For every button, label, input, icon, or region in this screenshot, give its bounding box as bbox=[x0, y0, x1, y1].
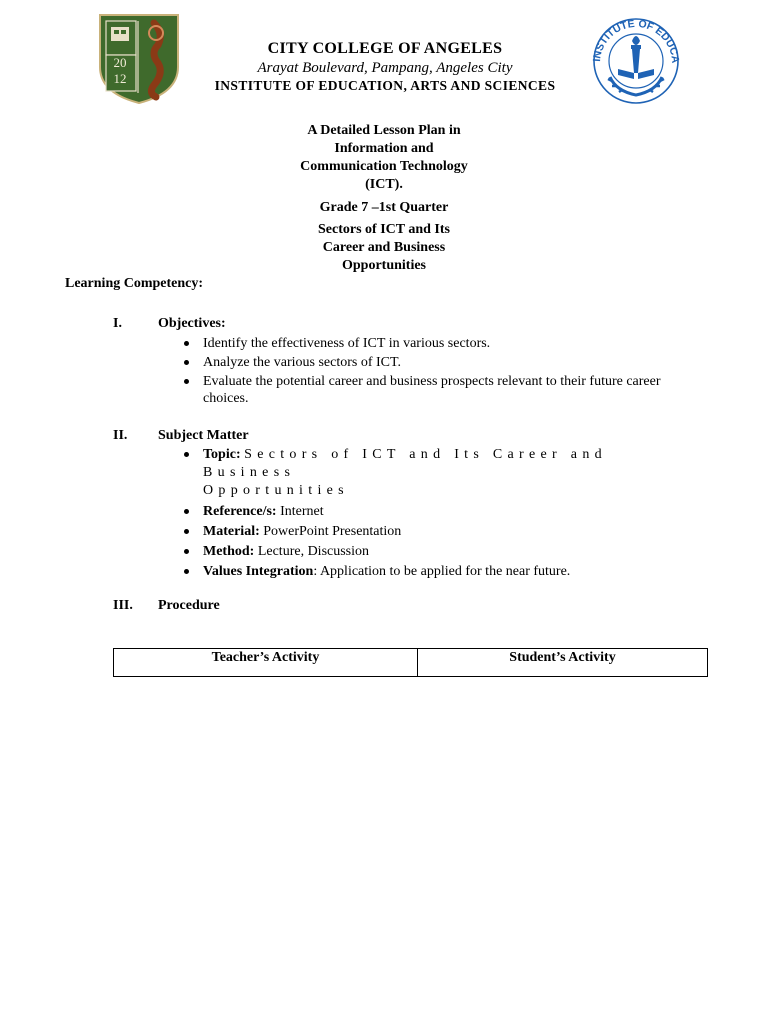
section-number-objectives: I. bbox=[113, 316, 122, 331]
header-text-block bbox=[190, 39, 580, 95]
topic-title-line: Opportunities bbox=[341, 258, 426, 273]
reference-value: Internet bbox=[280, 504, 324, 519]
objectives-heading: Objectives: bbox=[158, 316, 226, 331]
topic-label: Topic: bbox=[203, 447, 241, 462]
list-item: Analyze the various sectors of ICT. bbox=[182, 354, 662, 371]
college-address: Arayat Boulevard, Pampang, Angeles City bbox=[257, 60, 513, 76]
method-item bbox=[182, 543, 682, 560]
table-row bbox=[114, 649, 708, 677]
subject-matter-list bbox=[182, 446, 682, 580]
topic-value-continued: Opportunities bbox=[203, 483, 349, 498]
learning-competency-heading: Learning Competency: bbox=[65, 276, 204, 291]
values-integration-label: Values Integration bbox=[203, 564, 314, 579]
title-line: Information and bbox=[334, 141, 434, 156]
reference-label: Reference/s: bbox=[203, 504, 277, 519]
svg-text:12: 12 bbox=[113, 71, 127, 86]
college-name: CITY COLLEGE OF ANGELES bbox=[267, 40, 503, 57]
material-value: PowerPoint Presentation bbox=[263, 524, 402, 539]
svg-text:20: 20 bbox=[113, 55, 127, 70]
subject-matter-heading: Subject Matter bbox=[158, 428, 249, 443]
reference-item bbox=[182, 503, 682, 520]
method-label: Method: bbox=[203, 544, 255, 559]
topic-title bbox=[290, 221, 478, 275]
student-activity-header: Student’s Activity bbox=[418, 649, 708, 677]
topic-title-line: Career and Business bbox=[322, 240, 446, 255]
procedure-table bbox=[113, 648, 708, 677]
topic-item bbox=[182, 446, 682, 500]
material-label: Material: bbox=[203, 524, 260, 539]
title-line: A Detailed Lesson Plan in bbox=[307, 123, 461, 138]
teacher-activity-header: Teacher’s Activity bbox=[114, 649, 418, 677]
svg-text:INSTITUTE OF EDUCATION, ARTS A: INSTITUTE OF EDUCA bbox=[591, 17, 682, 63]
section-number-procedure: III. bbox=[113, 598, 133, 613]
title-line: (ICT). bbox=[365, 177, 403, 192]
list-item: Evaluate the potential career and business prospects relevant to their future career choices. bbox=[182, 373, 662, 407]
list-item: Identify the effectiveness of ICT in various sectors. bbox=[182, 335, 662, 352]
procedure-heading: Procedure bbox=[158, 598, 220, 613]
city-college-seal bbox=[98, 11, 180, 105]
institute-name: INSTITUTE OF EDUCATION, ARTS AND SCIENCES bbox=[214, 78, 556, 93]
values-integration-item bbox=[182, 563, 682, 580]
lesson-plan-title bbox=[280, 122, 488, 194]
topic-title-line: Sectors of ICT and Its bbox=[318, 222, 450, 237]
grade-quarter: Grade 7 –1st Quarter bbox=[319, 200, 449, 215]
title-line: Communication Technology bbox=[300, 159, 468, 174]
topic-value: Sectors of ICT and Its Career and Business bbox=[203, 447, 607, 480]
material-item bbox=[182, 523, 682, 540]
values-integration-value: : Application to be applied for the near future. bbox=[313, 564, 571, 579]
section-number-subject-matter: II. bbox=[113, 428, 128, 443]
institute-seal bbox=[586, 11, 686, 105]
objectives-list bbox=[182, 335, 662, 407]
method-value: Lecture, Discussion bbox=[257, 544, 370, 559]
